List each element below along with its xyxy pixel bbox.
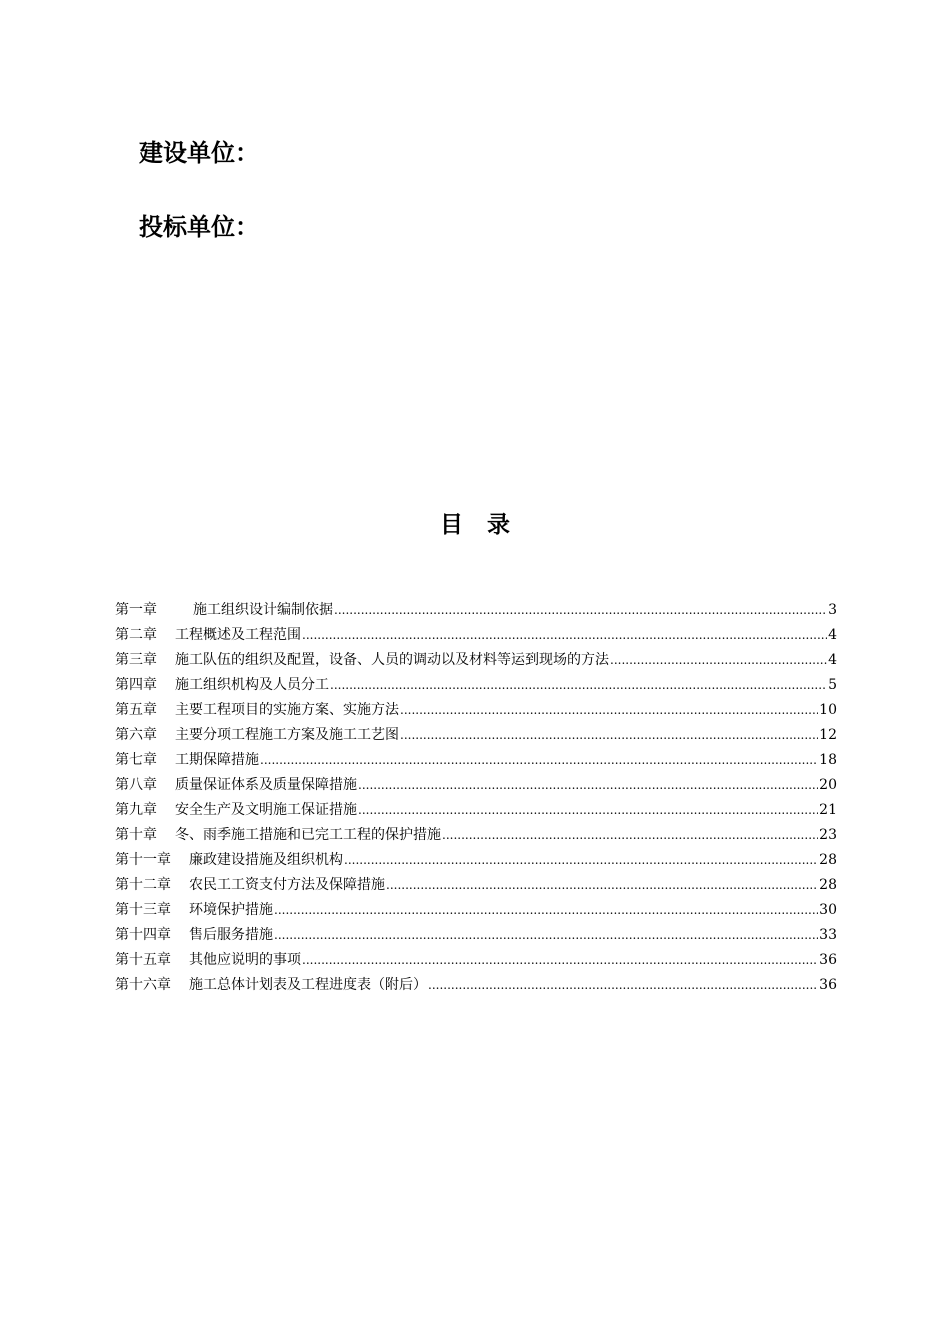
toc-chapter-number: 第七章: [115, 752, 157, 768]
toc-chapter-title: 施工总体计划表及工程进度表（附后）: [189, 977, 427, 993]
toc-item[interactable]: [115, 623, 837, 648]
toc-chapter-number: 第九章: [115, 802, 157, 818]
toc-chapter-title: 施工组织机构及人员分工: [175, 677, 329, 693]
toc-dot-leader: [400, 723, 818, 748]
toc-page-number: 18: [819, 752, 837, 768]
toc-chapter-number: 第四章: [115, 677, 157, 693]
toc-item[interactable]: [115, 823, 837, 848]
toc-chapter-title: 质量保证体系及质量保障措施: [175, 777, 357, 793]
toc-page-number: 33: [819, 927, 837, 943]
toc-item[interactable]: [115, 848, 837, 873]
toc-page-number: 21: [819, 802, 837, 818]
toc-item[interactable]: [115, 698, 837, 723]
toc-chapter-number: 第五章: [115, 702, 157, 718]
toc-chapter-title: 工期保障措施: [175, 752, 259, 768]
toc-item[interactable]: [115, 898, 837, 923]
toc-chapter-title: 农民工工资支付方法及保障措施: [189, 877, 385, 893]
toc-chapter-number: 第十一章: [115, 852, 171, 868]
toc-dot-leader: [400, 698, 818, 723]
toc-chapter-title: 售后服务措施: [189, 927, 273, 943]
toc-page-number: 20: [819, 777, 837, 793]
toc-dot-leader: [428, 973, 818, 998]
toc-page-number: 3: [828, 602, 837, 618]
toc-page-number: 28: [819, 877, 837, 893]
toc-page-number: 4: [828, 652, 837, 668]
toc-item[interactable]: [115, 748, 837, 773]
toc-chapter-title: 廉政建设措施及组织机构: [189, 852, 343, 868]
toc-dot-leader: [302, 948, 818, 973]
toc-page-number: 36: [819, 952, 837, 968]
toc-chapter-number: 第三章: [115, 652, 157, 668]
toc-chapter-title: 主要工程项目的实施方案、实施方法: [175, 702, 399, 718]
toc-page-number: 28: [819, 852, 837, 868]
toc-page-number: 12: [819, 727, 837, 743]
toc-chapter-number: 第十章: [115, 827, 157, 843]
toc-chapter-title: 安全生产及文明施工保证措施: [175, 802, 357, 818]
toc-dot-leader: [330, 673, 827, 698]
toc-chapter-number: 第十三章: [115, 902, 171, 918]
toc-item[interactable]: [115, 773, 837, 798]
toc-item[interactable]: [115, 673, 837, 698]
toc-page-number: 30: [819, 902, 837, 918]
toc-dot-leader: [358, 798, 818, 823]
toc-chapter-number: 第十五章: [115, 952, 171, 968]
toc-page-number: 10: [819, 702, 837, 718]
toc-item[interactable]: [115, 948, 837, 973]
toc-chapter-number: 第十二章: [115, 877, 171, 893]
toc-title: 目录: [440, 512, 534, 538]
toc-chapter-number: 第二章: [115, 627, 157, 643]
toc-item[interactable]: [115, 648, 837, 673]
toc-item[interactable]: [115, 798, 837, 823]
toc-dot-leader: [358, 773, 818, 798]
toc-item[interactable]: [115, 723, 837, 748]
toc-chapter-number: 第十四章: [115, 927, 171, 943]
toc-dot-leader: [334, 598, 827, 623]
toc-dot-leader: [610, 648, 827, 673]
toc-dot-leader: [344, 848, 818, 873]
toc-chapter-number: 第一章: [115, 602, 157, 618]
toc-chapter-title: 施工组织设计编制依据: [193, 602, 333, 618]
toc-dot-leader: [274, 923, 818, 948]
toc-page-number: 5: [828, 677, 837, 693]
toc-chapter-title: 主要分项工程施工方案及施工工艺图: [175, 727, 399, 743]
toc-item[interactable]: [115, 873, 837, 898]
owner-field-label: 建设单位：: [139, 139, 259, 167]
toc-chapter-number: 第十六章: [115, 977, 171, 993]
toc-chapter-title: 环境保护措施: [189, 902, 273, 918]
toc-chapter-number: 第八章: [115, 777, 157, 793]
toc-dot-leader: [274, 898, 818, 923]
toc-dot-leader: [302, 623, 827, 648]
toc-item[interactable]: [115, 598, 837, 623]
toc-chapter-title: 工程概述及工程范围: [175, 627, 301, 643]
toc-item[interactable]: [115, 973, 837, 998]
toc-dot-leader: [260, 748, 818, 773]
bidder-field-label: 投标单位：: [139, 213, 259, 241]
toc-chapter-title: 其他应说明的事项: [189, 952, 301, 968]
toc-item[interactable]: [115, 923, 837, 948]
toc-page-number: 23: [819, 827, 837, 843]
toc-chapter-title: 冬、雨季施工措施和已完工工程的保护措施: [175, 827, 441, 843]
table-of-contents: [115, 598, 837, 998]
toc-page-number: 36: [819, 977, 837, 993]
toc-dot-leader: [442, 823, 818, 848]
toc-chapter-number: 第六章: [115, 727, 157, 743]
toc-chapter-title: 施工队伍的组织及配置，设备、人员的调动以及材料等运到现场的方法: [175, 652, 609, 668]
toc-dot-leader: [386, 873, 818, 898]
toc-page-number: 4: [828, 627, 837, 643]
